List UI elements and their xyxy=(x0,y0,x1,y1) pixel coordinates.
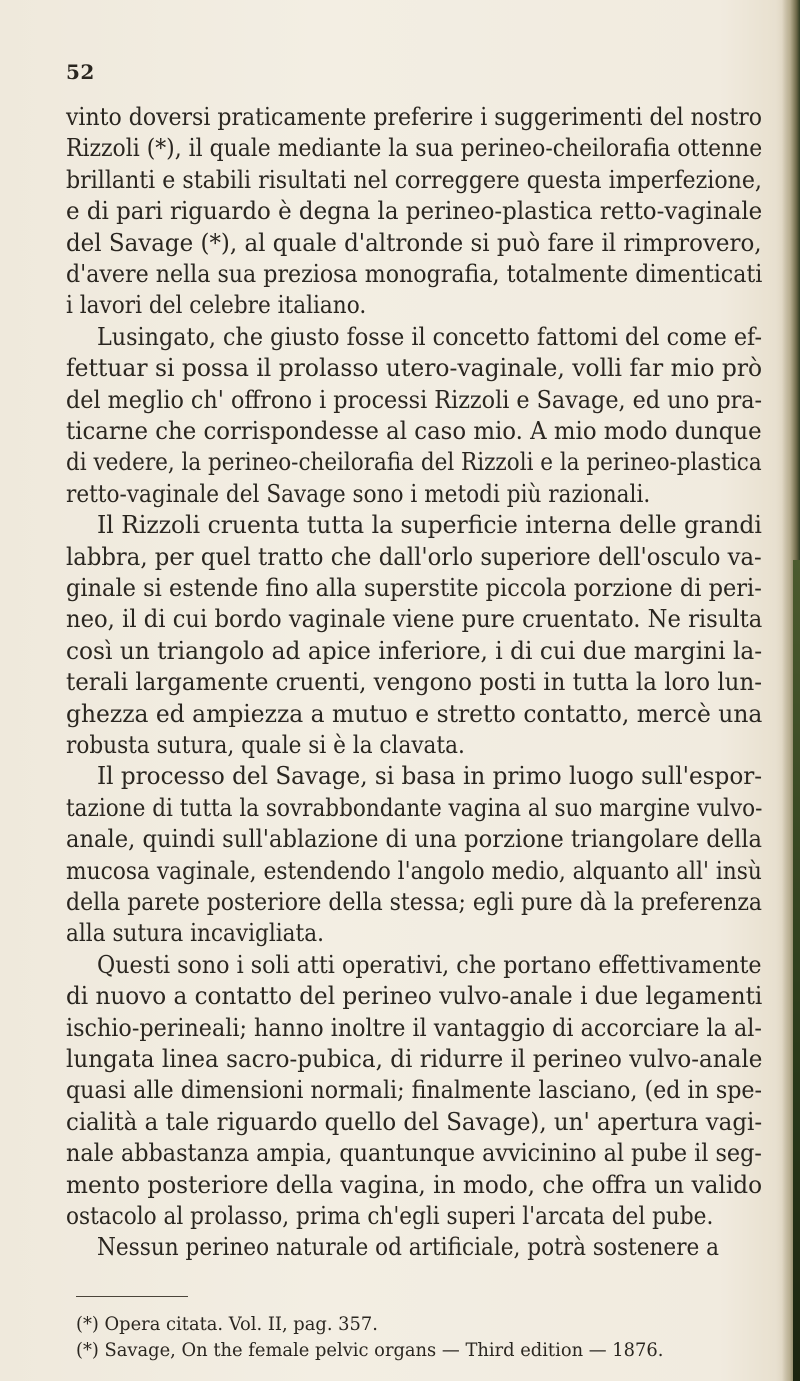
text-line: ghezza ed ampiezza a mutuo e stretto contatto, mercè una xyxy=(66,699,763,728)
text-line: del Savage (*), al quale d'altronde si può fare il rimprovero, xyxy=(66,228,762,257)
text-line: Nessun perineo naturale od artiﬁciale, potrà sostenere a xyxy=(97,1233,720,1262)
text-line: fettuar si possa il prolasso utero-vaginale, volli far mio prò xyxy=(66,354,763,383)
text-line: del meglio ch' offrono i processi Rizzoli e Savage, ed uno pra- xyxy=(66,385,763,414)
text-line: vinto doversi praticamente preferire i suggerimenti del nostro xyxy=(66,103,762,131)
text-line: labbra, per quel tratto che dall'orlo superiore dell'osculo va- xyxy=(66,542,762,571)
text-line: robusta sutura, quale si è la clavata. xyxy=(66,731,465,759)
text-line: lungata linea sacro-pubica, di ridurre il perineo vulvo-anale xyxy=(66,1045,763,1073)
text-line: di vedere, la perineo-cheiloraﬁa del Rizzoli e la perineo-plastica xyxy=(66,448,762,477)
text-line: così un triangolo ad apice inferiore, i di cui due margini la- xyxy=(66,636,763,665)
text-line: della parete posteriore della stessa; egli pure dà la preferenza xyxy=(66,888,763,916)
text-line: Il processo del Savage, si basa in primo luogo sull'espor- xyxy=(97,762,763,791)
footnote: (*) Opera citata. Vol. II, pag. 357. xyxy=(76,1313,378,1335)
text-line: quasi alle dimensioni normali; ﬁnalmente lasciano, (ed in spe- xyxy=(66,1076,762,1105)
text-line: brillanti e stabili risultati nel correggere questa imperfezione, xyxy=(66,165,762,194)
text-line: ticarne che corrispondesse al caso mio. A mio modo dunque xyxy=(66,417,762,445)
footnote-rule xyxy=(76,1296,188,1297)
text-line: nale abbastanza ampia, quantunque avvicinino al pube il seg- xyxy=(66,1139,762,1168)
footnote: (*) Savage, On the female pelvic organs — Third edition — 1876. xyxy=(76,1339,664,1361)
text-line: mucosa vaginale, estendendo l'angolo medio, alquanto all' insù xyxy=(66,856,762,885)
text-line: tazione di tutta la sovrabbondante vagina al suo margine vulvo- xyxy=(66,793,763,822)
page-number: 52 xyxy=(66,60,95,84)
text-line: Il Rizzoli cruenta tutta la superﬁcie interna delle grandi xyxy=(97,511,762,540)
text-line: terali largamente cruenti, vengono posti in tutta la loro lun- xyxy=(66,668,762,697)
text-line: Lusingato, che giusto fosse il concetto fattomi del come ef- xyxy=(97,322,762,351)
text-line: ginale si estende ﬁno alla superstite piccola porzione di peri- xyxy=(66,574,762,602)
text-line: anale, quindi sull'ablazione di una porzione triangolare della xyxy=(66,825,763,854)
text-line: neo, il di cui bordo vaginale viene pure cruentato. Ne risulta xyxy=(66,605,763,634)
text-line: Questi sono i soli atti operativi, che portano effettivamente xyxy=(97,950,762,979)
text-line: ischio-perineali; hanno inoltre il vantaggio di accorciare la al- xyxy=(66,1013,762,1042)
text-line: d'avere nella sua preziosa monograﬁa, totalmente dimenticati xyxy=(66,260,763,288)
text-line: alla sutura incavigliata. xyxy=(66,919,324,948)
page-edge-binding xyxy=(793,560,800,1381)
text-line: ostacolo al prolasso, prima ch'egli superi l'arcata del pube. xyxy=(66,1202,714,1230)
text-line: Rizzoli (*), il quale mediante la sua perineo-cheiloraﬁa ottenne xyxy=(66,134,763,163)
text-line: mento posteriore della vagina, in modo, che offra un valido xyxy=(66,1170,763,1199)
text-line: e di pari riguardo è degna la perineo-plastica retto-vaginale xyxy=(66,197,763,226)
text-line: di nuovo a contatto del perineo vulvo-anale i due legamenti xyxy=(66,982,763,1011)
text-line: i lavori del celebre italiano. xyxy=(66,291,367,320)
text-line: cialità a tale riguardo quello del Savage), un' apertura vagi- xyxy=(66,1107,763,1136)
text-line: retto-vaginale del Savage sono i metodi più razionali. xyxy=(66,479,651,508)
